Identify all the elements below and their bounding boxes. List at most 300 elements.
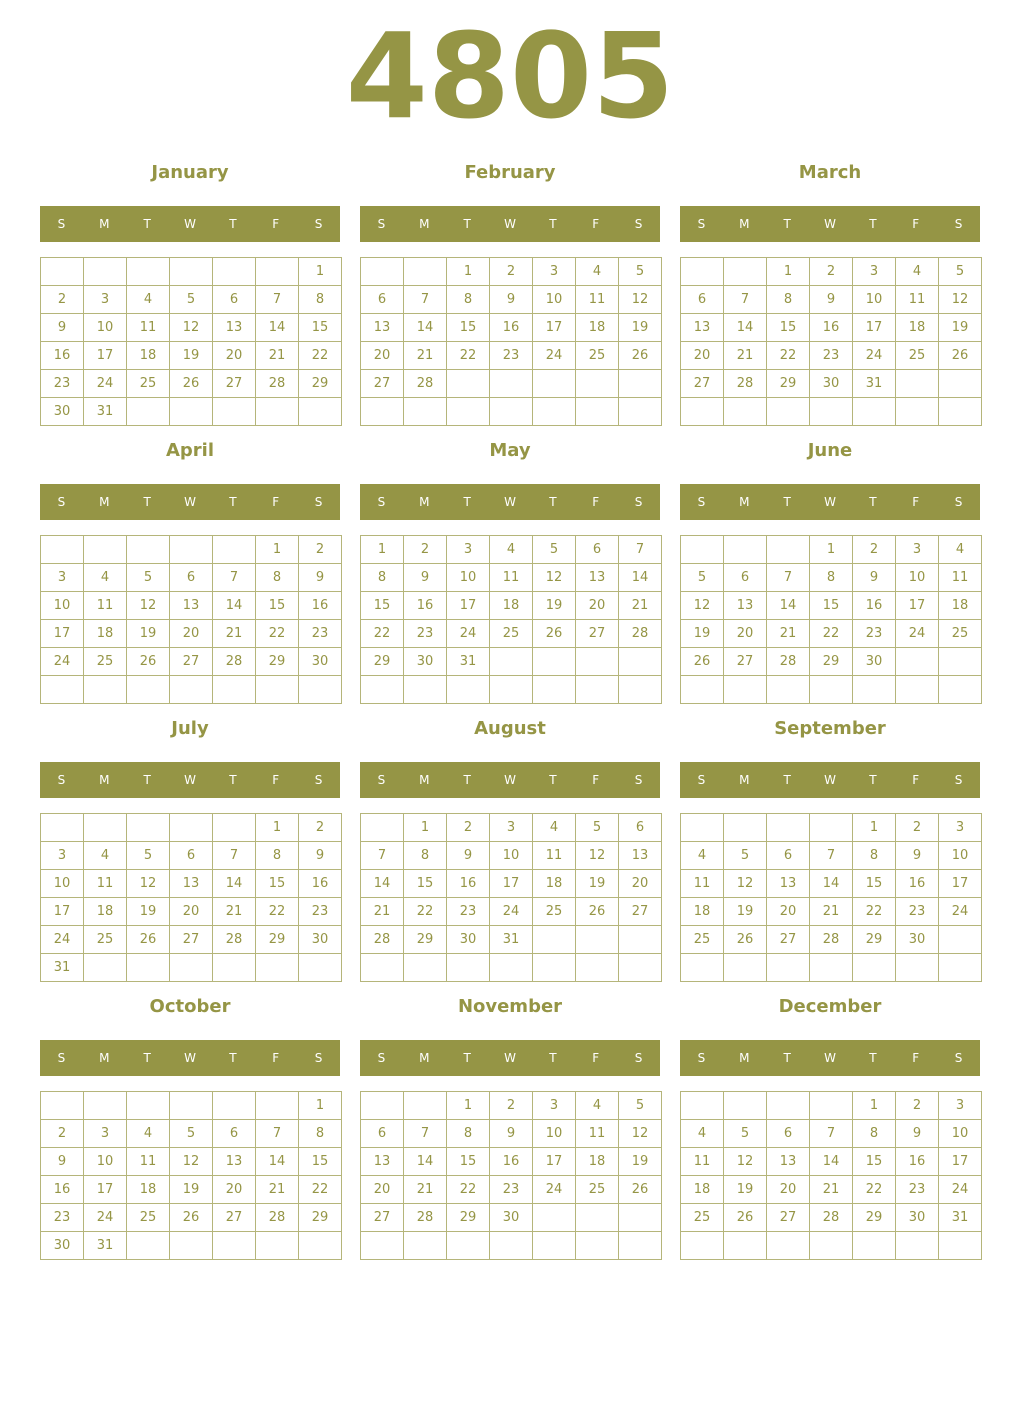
weekday-label: W — [504, 217, 516, 231]
day-cell: 6 — [213, 286, 256, 314]
day-cell: 2 — [853, 536, 896, 564]
weekday-label: F — [272, 217, 280, 231]
weekday-label: M — [99, 1051, 110, 1065]
day-cell: 21 — [213, 620, 256, 648]
week-row — [361, 620, 662, 648]
day-cell: 12 — [170, 1148, 213, 1176]
weekday-label: T — [783, 495, 791, 509]
day-cell: 22 — [447, 342, 490, 370]
day-cell: 14 — [213, 870, 256, 898]
day-cell: 30 — [404, 648, 447, 676]
day-cell: 4 — [127, 1120, 170, 1148]
empty-day-cell — [41, 676, 84, 704]
week-row — [41, 592, 342, 620]
day-cell: 20 — [619, 870, 662, 898]
day-cell: 20 — [724, 620, 767, 648]
day-cell: 13 — [576, 564, 619, 592]
day-cell: 6 — [170, 842, 213, 870]
empty-day-cell — [724, 258, 767, 286]
empty-day-cell — [361, 676, 404, 704]
empty-day-cell — [361, 1232, 404, 1260]
empty-day-cell — [767, 1232, 810, 1260]
day-cell: 13 — [767, 870, 810, 898]
weekday-label: T — [549, 495, 557, 509]
empty-day-cell — [170, 398, 213, 426]
day-cell: 20 — [361, 1176, 404, 1204]
weekday-label: S — [314, 495, 323, 509]
day-cell: 11 — [533, 842, 576, 870]
day-cell: 16 — [299, 592, 342, 620]
empty-day-cell — [170, 814, 213, 842]
weekday-label: M — [739, 1051, 750, 1065]
day-cell: 29 — [853, 1204, 896, 1232]
month-name: October — [149, 996, 231, 1017]
day-cell: 25 — [490, 620, 533, 648]
day-cell: 28 — [767, 648, 810, 676]
day-cell: 15 — [767, 314, 810, 342]
empty-day-cell — [170, 954, 213, 982]
weekday-label: T — [463, 217, 471, 231]
day-cell: 14 — [810, 1148, 853, 1176]
week-row — [361, 342, 662, 370]
day-cell: 5 — [533, 536, 576, 564]
empty-day-cell — [853, 954, 896, 982]
week-row — [681, 898, 982, 926]
day-cell: 17 — [939, 1148, 982, 1176]
day-cell: 10 — [533, 286, 576, 314]
day-cell: 1 — [447, 1092, 490, 1120]
day-cell: 11 — [576, 1120, 619, 1148]
day-cell: 30 — [299, 648, 342, 676]
day-cell: 29 — [767, 370, 810, 398]
day-cell: 15 — [447, 1148, 490, 1176]
day-cell: 16 — [853, 592, 896, 620]
empty-day-cell — [84, 258, 127, 286]
week-row — [361, 564, 662, 592]
empty-day-cell — [681, 1232, 724, 1260]
empty-day-cell — [767, 1092, 810, 1120]
month-november — [360, 992, 660, 1262]
day-cell: 25 — [896, 342, 939, 370]
weekday-label: T — [869, 773, 877, 787]
day-cell: 12 — [576, 842, 619, 870]
day-cell: 3 — [939, 1092, 982, 1120]
month-name: June — [807, 440, 853, 461]
week-row — [361, 398, 662, 426]
day-cell: 4 — [939, 536, 982, 564]
day-cell: 7 — [256, 286, 299, 314]
empty-day-cell — [576, 926, 619, 954]
day-cell: 30 — [41, 398, 84, 426]
day-cell: 7 — [213, 842, 256, 870]
week-row — [41, 870, 342, 898]
day-cell: 28 — [810, 926, 853, 954]
week-row — [681, 370, 982, 398]
day-cell: 21 — [213, 898, 256, 926]
week-row — [361, 870, 662, 898]
day-cell: 8 — [361, 564, 404, 592]
day-cell: 3 — [939, 814, 982, 842]
day-cell: 19 — [681, 620, 724, 648]
day-cell: 29 — [299, 370, 342, 398]
month-october — [40, 992, 340, 1262]
day-cell: 11 — [681, 870, 724, 898]
day-cell: 21 — [256, 1176, 299, 1204]
day-cell: 23 — [490, 1176, 533, 1204]
empty-day-cell — [896, 370, 939, 398]
day-cell: 1 — [853, 1092, 896, 1120]
weekday-label: T — [143, 1051, 151, 1065]
day-cell: 1 — [447, 258, 490, 286]
day-cell: 16 — [490, 1148, 533, 1176]
day-cell: 26 — [170, 1204, 213, 1232]
day-cell: 10 — [896, 564, 939, 592]
weekday-label: T — [869, 1051, 877, 1065]
day-cell: 20 — [170, 898, 213, 926]
day-cell: 14 — [404, 314, 447, 342]
weekday-label: F — [272, 495, 280, 509]
day-cell: 29 — [299, 1204, 342, 1232]
day-cell: 19 — [724, 898, 767, 926]
empty-day-cell — [810, 1232, 853, 1260]
day-cell: 9 — [853, 564, 896, 592]
day-cell: 11 — [896, 286, 939, 314]
day-cell: 17 — [490, 870, 533, 898]
weekday-label: T — [783, 1051, 791, 1065]
day-cell: 30 — [447, 926, 490, 954]
day-cell: 19 — [127, 620, 170, 648]
day-cell: 29 — [404, 926, 447, 954]
empty-day-cell — [724, 398, 767, 426]
month-july — [40, 714, 340, 984]
day-cell: 24 — [939, 898, 982, 926]
empty-day-cell — [256, 1232, 299, 1260]
day-cell: 24 — [896, 620, 939, 648]
day-cell: 24 — [533, 342, 576, 370]
day-grid — [360, 813, 662, 982]
empty-day-cell — [84, 814, 127, 842]
day-cell: 9 — [299, 842, 342, 870]
day-cell: 13 — [361, 314, 404, 342]
day-cell: 21 — [256, 342, 299, 370]
day-cell: 4 — [490, 536, 533, 564]
weekday-label: S — [314, 773, 323, 787]
day-cell: 14 — [404, 1148, 447, 1176]
day-cell: 5 — [681, 564, 724, 592]
day-cell: 20 — [361, 342, 404, 370]
empty-day-cell — [447, 676, 490, 704]
weekday-label: F — [272, 773, 280, 787]
weekday-label: S — [634, 1051, 643, 1065]
day-cell: 8 — [447, 1120, 490, 1148]
day-cell: 26 — [127, 648, 170, 676]
day-cell: 5 — [619, 1092, 662, 1120]
day-cell: 12 — [619, 1120, 662, 1148]
day-cell: 18 — [681, 1176, 724, 1204]
empty-day-cell — [681, 536, 724, 564]
day-cell: 25 — [681, 1204, 724, 1232]
week-row — [361, 676, 662, 704]
day-cell: 18 — [576, 1148, 619, 1176]
empty-day-cell — [853, 1232, 896, 1260]
day-cell: 3 — [41, 842, 84, 870]
day-cell: 23 — [447, 898, 490, 926]
day-cell: 8 — [404, 842, 447, 870]
weekday-header — [680, 1040, 980, 1076]
month-march — [680, 158, 980, 428]
day-cell: 20 — [576, 592, 619, 620]
week-row — [41, 398, 342, 426]
day-cell: 6 — [681, 286, 724, 314]
weekday-label: T — [143, 217, 151, 231]
weekday-label: T — [549, 1051, 557, 1065]
day-cell: 11 — [127, 1148, 170, 1176]
week-row — [681, 592, 982, 620]
empty-day-cell — [127, 258, 170, 286]
day-cell: 30 — [41, 1232, 84, 1260]
day-cell: 17 — [41, 898, 84, 926]
empty-day-cell — [170, 1232, 213, 1260]
week-row — [41, 1120, 342, 1148]
day-cell: 23 — [896, 898, 939, 926]
day-cell: 13 — [213, 1148, 256, 1176]
week-row — [41, 926, 342, 954]
week-row — [361, 592, 662, 620]
empty-day-cell — [127, 676, 170, 704]
day-cell: 7 — [810, 1120, 853, 1148]
empty-day-cell — [681, 258, 724, 286]
week-row — [361, 536, 662, 564]
day-cell: 7 — [619, 536, 662, 564]
day-cell: 19 — [619, 1148, 662, 1176]
day-cell: 16 — [896, 1148, 939, 1176]
empty-day-cell — [361, 398, 404, 426]
day-cell: 21 — [361, 898, 404, 926]
day-cell: 6 — [576, 536, 619, 564]
day-cell: 7 — [724, 286, 767, 314]
day-cell: 3 — [533, 258, 576, 286]
day-cell: 24 — [41, 648, 84, 676]
week-row — [681, 1232, 982, 1260]
day-cell: 22 — [810, 620, 853, 648]
day-cell: 16 — [896, 870, 939, 898]
weekday-header — [40, 484, 340, 520]
day-cell: 26 — [724, 1204, 767, 1232]
month-name: March — [798, 162, 862, 183]
week-row — [41, 370, 342, 398]
empty-day-cell — [533, 954, 576, 982]
day-grid — [360, 257, 662, 426]
day-grid — [360, 535, 662, 704]
empty-day-cell — [361, 1092, 404, 1120]
day-cell: 9 — [896, 1120, 939, 1148]
empty-day-cell — [127, 1092, 170, 1120]
weekday-label: S — [57, 773, 66, 787]
day-cell: 25 — [576, 1176, 619, 1204]
day-cell: 28 — [619, 620, 662, 648]
day-cell: 19 — [170, 342, 213, 370]
day-cell: 12 — [619, 286, 662, 314]
week-row — [41, 258, 342, 286]
week-row — [41, 1092, 342, 1120]
day-cell: 11 — [127, 314, 170, 342]
empty-day-cell — [404, 954, 447, 982]
empty-day-cell — [213, 1232, 256, 1260]
day-grid — [360, 1091, 662, 1260]
week-row — [681, 954, 982, 982]
empty-day-cell — [724, 814, 767, 842]
empty-day-cell — [447, 954, 490, 982]
day-cell: 5 — [127, 564, 170, 592]
empty-day-cell — [810, 1092, 853, 1120]
week-row — [681, 1092, 982, 1120]
day-cell: 18 — [533, 870, 576, 898]
empty-day-cell — [939, 676, 982, 704]
day-cell: 27 — [767, 1204, 810, 1232]
weekday-label: M — [419, 1051, 430, 1065]
day-cell: 29 — [361, 648, 404, 676]
weekday-label: T — [229, 773, 237, 787]
day-cell: 17 — [84, 1176, 127, 1204]
day-cell: 27 — [361, 1204, 404, 1232]
weekday-label: W — [184, 1051, 196, 1065]
day-cell: 7 — [404, 1120, 447, 1148]
empty-day-cell — [404, 1232, 447, 1260]
empty-day-cell — [619, 1204, 662, 1232]
day-cell: 16 — [447, 870, 490, 898]
day-cell: 24 — [84, 370, 127, 398]
week-row — [681, 926, 982, 954]
empty-day-cell — [939, 648, 982, 676]
weekday-label: S — [697, 217, 706, 231]
day-cell: 28 — [810, 1204, 853, 1232]
day-cell: 3 — [447, 536, 490, 564]
day-cell: 4 — [127, 286, 170, 314]
month-name: August — [474, 718, 546, 739]
day-cell: 22 — [299, 342, 342, 370]
day-cell: 14 — [361, 870, 404, 898]
empty-day-cell — [533, 648, 576, 676]
empty-day-cell — [853, 676, 896, 704]
empty-day-cell — [939, 1232, 982, 1260]
day-cell: 19 — [619, 314, 662, 342]
weekday-label: T — [229, 1051, 237, 1065]
empty-day-cell — [619, 1232, 662, 1260]
empty-day-cell — [724, 536, 767, 564]
day-cell: 25 — [576, 342, 619, 370]
day-cell: 23 — [41, 370, 84, 398]
empty-day-cell — [84, 536, 127, 564]
day-cell: 27 — [576, 620, 619, 648]
day-cell: 18 — [939, 592, 982, 620]
weekday-label: S — [377, 773, 386, 787]
week-row — [41, 1148, 342, 1176]
day-cell: 25 — [127, 370, 170, 398]
empty-day-cell — [127, 398, 170, 426]
day-cell: 22 — [256, 620, 299, 648]
day-cell: 10 — [533, 1120, 576, 1148]
empty-day-cell — [170, 536, 213, 564]
weekday-label: F — [272, 1051, 280, 1065]
weekday-label: S — [697, 495, 706, 509]
day-cell: 6 — [724, 564, 767, 592]
day-cell: 28 — [213, 926, 256, 954]
weekday-label: M — [739, 217, 750, 231]
day-cell: 18 — [681, 898, 724, 926]
day-cell: 18 — [896, 314, 939, 342]
empty-day-cell — [361, 258, 404, 286]
empty-day-cell — [213, 676, 256, 704]
day-cell: 4 — [84, 564, 127, 592]
week-row — [41, 342, 342, 370]
week-row — [681, 870, 982, 898]
day-cell: 26 — [724, 926, 767, 954]
weekday-label: T — [463, 495, 471, 509]
day-cell: 16 — [490, 314, 533, 342]
day-cell: 31 — [447, 648, 490, 676]
weekday-label: S — [954, 1051, 963, 1065]
day-cell: 31 — [84, 1232, 127, 1260]
day-cell: 3 — [84, 286, 127, 314]
week-row — [361, 370, 662, 398]
weekday-header — [40, 206, 340, 242]
day-cell: 26 — [576, 898, 619, 926]
day-cell: 23 — [41, 1204, 84, 1232]
week-row — [361, 926, 662, 954]
day-cell: 1 — [810, 536, 853, 564]
day-cell: 11 — [681, 1148, 724, 1176]
weekday-header — [360, 206, 660, 242]
weekday-header — [40, 1040, 340, 1076]
day-cell: 10 — [939, 1120, 982, 1148]
empty-day-cell — [404, 676, 447, 704]
day-cell: 31 — [939, 1204, 982, 1232]
weekday-header — [680, 206, 980, 242]
day-cell: 2 — [404, 536, 447, 564]
day-cell: 5 — [127, 842, 170, 870]
weekday-label: T — [229, 495, 237, 509]
week-row — [681, 842, 982, 870]
weekday-label: S — [57, 217, 66, 231]
empty-day-cell — [299, 1232, 342, 1260]
day-cell: 25 — [127, 1204, 170, 1232]
day-cell: 20 — [681, 342, 724, 370]
day-cell: 30 — [896, 1204, 939, 1232]
week-row — [361, 1120, 662, 1148]
day-cell: 21 — [404, 1176, 447, 1204]
month-september — [680, 714, 980, 984]
weekday-label: W — [824, 773, 836, 787]
day-cell: 22 — [299, 1176, 342, 1204]
empty-day-cell — [810, 954, 853, 982]
day-cell: 14 — [724, 314, 767, 342]
weekday-label: T — [143, 773, 151, 787]
day-cell: 5 — [724, 842, 767, 870]
weekday-label: S — [954, 217, 963, 231]
week-row — [41, 1176, 342, 1204]
empty-day-cell — [213, 954, 256, 982]
day-cell: 5 — [576, 814, 619, 842]
day-cell: 7 — [810, 842, 853, 870]
day-cell: 6 — [361, 1120, 404, 1148]
weekday-label: T — [783, 217, 791, 231]
weekday-header — [680, 762, 980, 798]
week-row — [681, 648, 982, 676]
week-row — [361, 258, 662, 286]
day-cell: 18 — [127, 1176, 170, 1204]
day-cell: 23 — [853, 620, 896, 648]
day-grid — [680, 813, 982, 982]
